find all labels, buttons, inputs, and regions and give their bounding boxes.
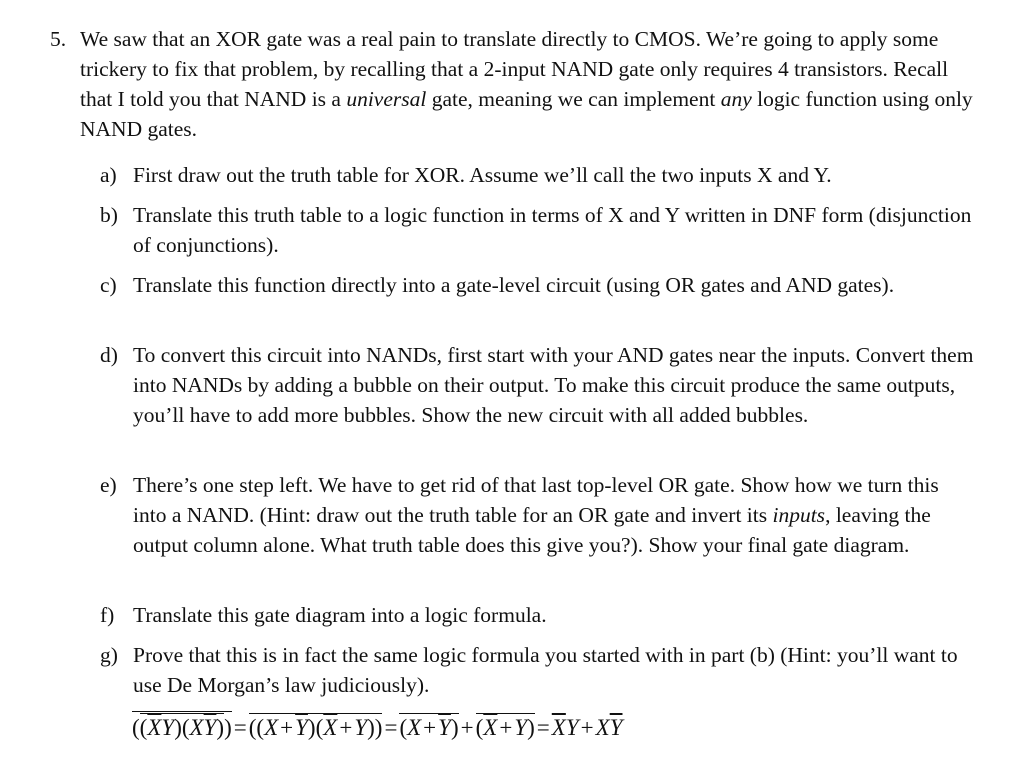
part-a: [100, 160, 975, 190]
emphasis-inputs: inputs: [772, 503, 826, 527]
formula-term-sum-2: $(\overline{X}+Y)$: [475, 715, 535, 740]
part-b: [100, 200, 975, 260]
emphasis-universal: universal: [346, 87, 427, 111]
emphasis-any: any: [720, 87, 752, 111]
part-d: [100, 340, 975, 430]
part-text: To convert this circuit into NANDs, first start with your AND gates near the inputs. Convert them into NANDs by adding a bubble on their output. To make this circuit produce the same outputs, you’ll have to add more bubbles. Show the new circuit with all added bubbles.: [133, 343, 974, 427]
part-g: [100, 640, 975, 700]
part-label: f): [100, 603, 115, 627]
part-c: [100, 270, 975, 300]
demorgan-formula: $((\overline{X}Y)(X\overline{Y}))=((X+\overline{Y})(\overline{X}+Y))=(X+\overline{Y})+(\overline{X}+Y)=\overline{X}Y+X\overline{Y}$: [132, 712, 622, 744]
question-number: 5.: [50, 27, 67, 51]
part-text: Translate this function directly into a gate-level circuit (using OR gates and AND gates).: [133, 273, 895, 297]
part-text: Translate this gate diagram into a logic formula.: [133, 603, 547, 627]
part-e: [100, 470, 975, 560]
part-label: e): [100, 473, 117, 497]
part-text: Prove that this is in fact the same logic formula you started with in part (b) (Hint: you’ll want to use De Morgan’s law judiciously).: [133, 643, 958, 697]
part-text: First draw out the truth table for XOR. Assume we’ll call the two inputs X and Y.: [133, 163, 832, 187]
formula-term-nand: $((\overline{X}Y)(X\overline{Y}))$: [132, 711, 232, 740]
question-intro: We saw that an XOR gate was a real pain to translate directly to CMOS. We’re going to apply some trickery to fix that problem, by recalling that a 2-input NAND gate only requires 4 transistors. Recall that I told you that NAND is a universal gate, meaning we can implement any logic function using only NAND gates.: [80, 27, 973, 141]
formula-term-sum-1: $(X+\overline{Y})$: [399, 715, 459, 740]
part-label: a): [100, 163, 117, 187]
part-label: c): [100, 273, 117, 297]
part-label: d): [100, 343, 118, 367]
part-label: b): [100, 203, 118, 227]
formula-term-product: $((X+\overline{Y})(\overline{X}+Y))$: [248, 715, 383, 740]
part-f: [100, 600, 975, 630]
part-text: Translate this truth table to a logic function in terms of X and Y written in DNF form (disjunction of conjunctions).: [133, 203, 972, 257]
part-text: There’s one step left. We have to get rid of that last top-level OR gate. Show how we turn this into a NAND. (Hint: draw out the truth table for an OR gate and invert its inputs, leaving the output column alone. What truth table does this give you?). Show your final gate diagram.: [133, 473, 939, 557]
part-label: g): [100, 643, 118, 667]
